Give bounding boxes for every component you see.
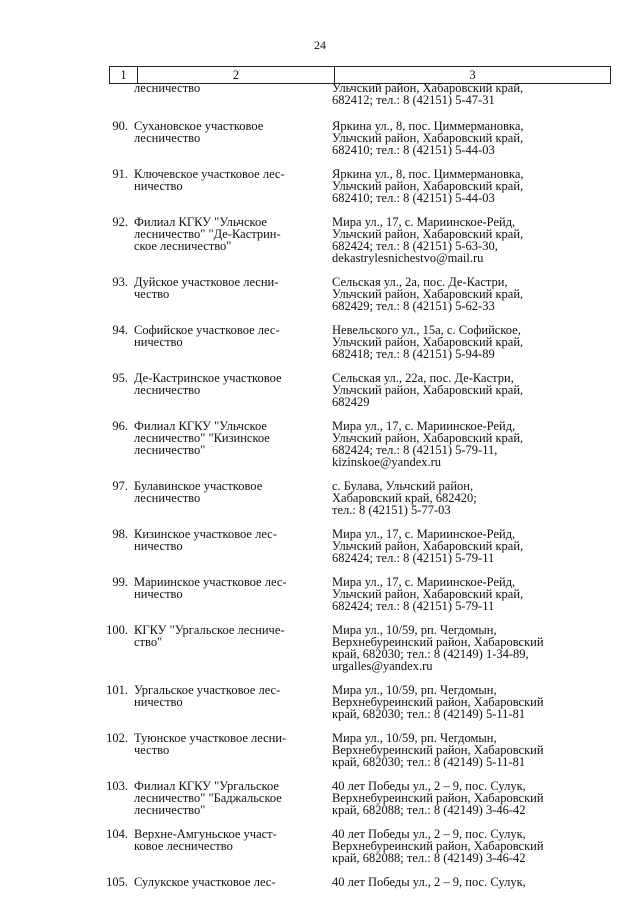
forestry-address: Сельская ул., 2а, пос. Де-Кастри, Ульчский район, Хабаровский край, 682429; тел.: 8 (42151) 5-62-33 (332, 275, 524, 313)
forestry-address: 40 лет Победы ул., 2 – 9, пос. Сулук, (332, 875, 526, 889)
forestry-address: Яркина ул., 8, пос. Циммермановка, Ульчский район, Хабаровский край, 682410; тел.: 8 (42151) 5-44-03 (332, 119, 524, 157)
table-row (96, 480, 616, 516)
forestry-name: Ургальское участковое лес- ничество (134, 683, 281, 709)
table-row (96, 120, 616, 156)
row-number: 103. (106, 779, 128, 793)
forestry-address: Яркина ул., 8, пос. Циммермановка, Ульчский район, Хабаровский край, 682410; тел.: 8 (42151) 5-44-03 (332, 167, 524, 205)
row-number: 91. (112, 167, 128, 181)
row-number: 96. (112, 419, 128, 433)
forestry-name: лесничество (134, 81, 201, 95)
row-number: 97. (112, 479, 128, 493)
table-row (96, 82, 616, 106)
forestry-name: Сухановское участковое лесничество (134, 119, 264, 145)
row-number (96, 82, 134, 106)
table-row (96, 276, 616, 312)
row-number: 105. (106, 875, 128, 889)
forestry-name: Мариинское участковое лес- ничество (134, 575, 287, 601)
forestry-name: КГКУ "Ургальское лесниче- ство" (134, 623, 285, 649)
table-row (96, 216, 616, 264)
row-number: 90. (112, 119, 128, 133)
forestry-address: Мира ул., 17, с. Мариинское-Рейд, Ульчский район, Хабаровский край, 682424; тел.: 8 (42151) 5-79-11, kizinskoe@yandex.ru (332, 419, 524, 469)
forestry-name: Ключевское участковое лес- ничество (134, 167, 285, 193)
forestry-address: Ульчский район, Хабаровский край, 682412; тел.: 8 (42151) 5-47-31 (332, 81, 524, 107)
table-row (96, 420, 616, 468)
forestry-address: Мира ул., 10/59, рп. Чегдомын, Верхнебуреинский район, Хабаровский край, 682030; тел.: 8 (42149) 5-11-81 (332, 683, 544, 721)
table-row (96, 684, 616, 720)
row-number: 100. (106, 623, 128, 637)
row-number: 98. (112, 527, 128, 541)
table-row (96, 876, 616, 888)
forestry-address: Мира ул., 17, с. Мариинское-Рейд, Ульчский район, Хабаровский край, 682424; тел.: 8 (42151) 5-79-11 (332, 575, 524, 613)
forestry-name: Дуйское участковое лесни- чество (134, 275, 279, 301)
column-header-3: 3 (335, 67, 611, 84)
forestry-name: Филиал КГКУ "Ульчское лесничество" "Кизинское лесничество" (134, 419, 270, 457)
page-number: 24 (314, 38, 326, 52)
table-row (96, 324, 616, 360)
forestry-address: Мира ул., 10/59, рп. Чегдомын, Верхнебуреинский район, Хабаровский край, 682030; тел.: 8 (42149) 1-34-89, urgalles@yandex.ru (332, 623, 544, 673)
forestry-address: Мира ул., 17, с. Мариинское-Рейд, Ульчский район, Хабаровский край, 682424; тел.: 8 (42151) 5-79-11 (332, 527, 524, 565)
forestry-name: Филиал КГКУ "Ульчское лесничество" "Де-Кастрин- ское лесничество" (134, 215, 281, 253)
forestry-name: Софийское участковое лес- ничество (134, 323, 280, 349)
table-row (96, 828, 616, 864)
forestry-name: Туюнское участковое лесни- чество (134, 731, 287, 757)
forestry-address: Мира ул., 10/59, рп. Чегдомын, Верхнебуреинский район, Хабаровский край, 682030; тел.: 8 (42149) 5-11-81 (332, 731, 544, 769)
forestry-name: Кизинское участковое лес- ничество (134, 527, 277, 553)
row-number: 94. (112, 323, 128, 337)
row-number: 99. (112, 575, 128, 589)
row-number: 92. (112, 215, 128, 229)
forestry-list (96, 82, 616, 888)
forestry-name: Филиал КГКУ "Ургальское лесничество" "Баджальское лесничество" (134, 779, 282, 817)
row-number: 95. (112, 371, 128, 385)
column-header-1: 1 (110, 67, 138, 84)
forestry-address: 40 лет Победы ул., 2 – 9, пос. Сулук, Верхнебуреинский район, Хабаровский край, 682088; тел.: 8 (42149) 3-46-42 (332, 827, 544, 865)
table-row (96, 780, 616, 816)
forestry-address: Сельская ул., 22а, пос. Де-Кастри, Ульчский район, Хабаровский край, 682429 (332, 371, 524, 409)
row-number: 93. (112, 275, 128, 289)
row-number: 102. (106, 731, 128, 745)
table-row (96, 732, 616, 768)
forestry-address: 40 лет Победы ул., 2 – 9, пос. Сулук, Верхнебуреинский район, Хабаровский край, 682088; тел.: 8 (42149) 3-46-42 (332, 779, 544, 817)
forestry-name: Булавинское участковое лесничество (134, 479, 263, 505)
forestry-name: Верхне-Амгуньское участ- ковое лесничество (134, 827, 277, 853)
forestry-address: Мира ул., 17, с. Мариинское-Рейд, Ульчский район, Хабаровский край, 682424; тел.: 8 (42151) 5-63-30, dekastrylesnichestvo@mail.ru (332, 215, 524, 265)
forestry-address: с. Булава, Ульчский район, Хабаровский край, 682420; тел.: 8 (42151) 5-77-03 (332, 479, 477, 517)
row-number: 101. (106, 683, 128, 697)
column-header-2: 2 (138, 67, 335, 84)
row-number: 104. (106, 827, 128, 841)
forestry-name: Сулукское участковое лес- (134, 875, 276, 889)
forestry-address: Невельского ул., 15а, с. Софийское, Ульчский район, Хабаровский край, 682418; тел.: 8 (42151) 5-94-89 (332, 323, 524, 361)
table-row (96, 372, 616, 408)
table-row (96, 624, 616, 672)
table-row (96, 528, 616, 564)
forestry-name: Де-Кастринское участковое лесничество (134, 371, 282, 397)
table-row (96, 576, 616, 612)
table-row (96, 168, 616, 204)
